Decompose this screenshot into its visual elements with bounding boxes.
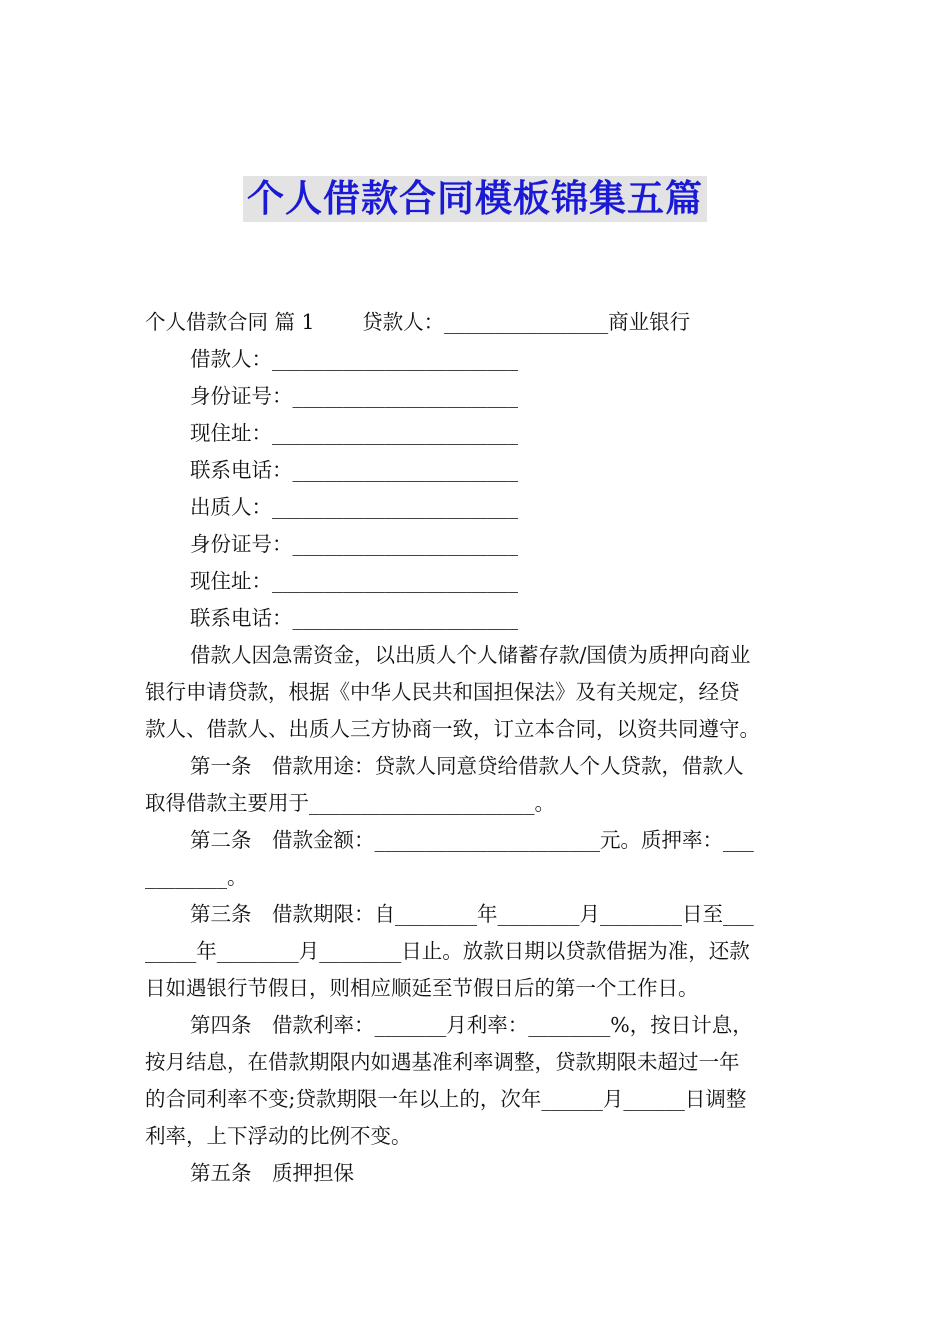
field-pledger-address: 现住址：________________________ xyxy=(190,569,518,593)
field-borrower-id: 身份证号：______________________ xyxy=(190,384,518,408)
field-pledger: 出质人：________________________ xyxy=(190,495,518,519)
text-line: 银行申请贷款，根据《中华人民共和国担保法》及有关规定，经贷 xyxy=(145,680,740,704)
text-line: 日如遇银行节假日，则相应顺延至节假日后的第一个工作日。 xyxy=(145,976,699,1000)
text-line: 第一条 借款用途：贷款人同意贷给借款人个人贷款，借款人 xyxy=(190,754,744,778)
paragraph-article-4 xyxy=(145,1007,807,1155)
paragraph-intro xyxy=(145,637,807,748)
field-borrower-phone: 联系电话：______________________ xyxy=(190,458,518,482)
field-borrower-address: 现住址：________________________ xyxy=(190,421,518,445)
paragraph-article-2 xyxy=(145,822,807,896)
text-line: 第四条 借款利率：_______月利率：________%，按日计息， xyxy=(190,1013,753,1037)
paragraph-article-1 xyxy=(145,748,807,822)
field-pledger-id: 身份证号：______________________ xyxy=(190,532,518,556)
text-line: 第五条 质押担保 xyxy=(190,1161,354,1185)
text-line: 按月结息，在借款期限内如遇基准利率调整，贷款期限未超过一年 xyxy=(145,1050,740,1074)
text-line: ________。 xyxy=(145,865,248,889)
document-title: 个人借款合同模板锦集五篇 xyxy=(243,176,707,222)
text-line: 借款人因急需资金，以出质人个人储蓄存款/国债为质押向商业 xyxy=(190,643,751,667)
text-line: _____年________月________日止。放款日期以贷款借据为准，还款 xyxy=(145,939,750,963)
text-line: 第二条 借款金额：______________________元。质押率：___ xyxy=(190,828,754,852)
field-pledger-phone: 联系电话：______________________ xyxy=(190,606,518,630)
field-borrower: 借款人：________________________ xyxy=(190,347,518,371)
text-line: 的合同利率不变;贷款期限一年以上的，次年______月______日调整 xyxy=(145,1087,747,1111)
text-line: 款人、借款人、出质人三方协商一致，订立本合同，以资共同遵守。 xyxy=(145,717,760,741)
paragraph-article-5 xyxy=(145,1155,807,1192)
text-line: 利率，上下浮动的比例不变。 xyxy=(145,1124,412,1148)
document-body xyxy=(145,304,807,1192)
header-line: 个人借款合同 篇 1 贷款人：________________商业银行 xyxy=(145,310,691,334)
text-line: 第三条 借款期限：自________年________月________日至___ xyxy=(190,902,754,926)
paragraph-article-3 xyxy=(145,896,807,1007)
title-area xyxy=(0,176,950,222)
text-line: 取得借款主要用于______________________。 xyxy=(145,791,555,815)
